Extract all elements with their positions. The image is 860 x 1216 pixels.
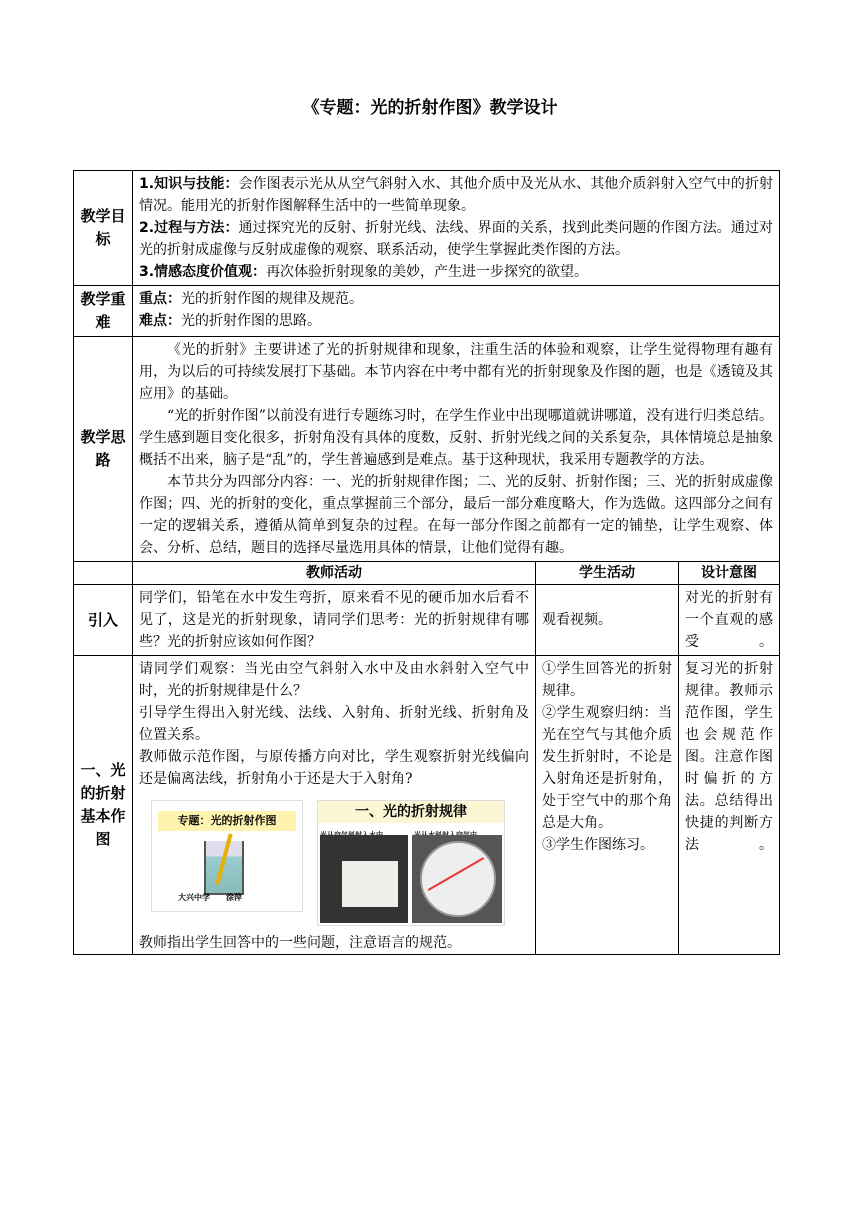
col-design-intent: 设计意图	[679, 562, 780, 585]
intro-header: 引入	[74, 585, 133, 656]
thinking-content	[133, 337, 780, 562]
section1-student: ①学生回答光的折射规律。 ②学生观察归纳：当光在空气与其他介质发生折射时，不论是入射角还是折射角，处于空气中的那个角总是大角。 ③学生作图练习。	[536, 656, 679, 955]
slide-images	[151, 800, 529, 926]
difficulty-header: 教学重难	[74, 286, 133, 337]
col-teacher-activity: 教师活动	[133, 562, 536, 585]
key-point-label: 重点：	[139, 291, 181, 307]
section1-row	[74, 656, 780, 955]
page-title: 《专题：光的折射作图》教学设计	[302, 98, 558, 118]
intro-student: 观看视频。	[536, 585, 679, 656]
thinking-paragraph: “光的折射作图”以前没有进行专题练习时，在学生作业中出现哪道就讲哪道，没有进行归类总结。学生感到题目变化很多，折射角没有具体的度数，反射、折射光线之间的关系复杂，具体情境总是抽象概括不出来，脑子是“乱”的，学生普遍感到是难点。基于这种现状，我采用专题教学的方法。	[139, 408, 774, 468]
goals-row	[74, 171, 780, 286]
goal-item: 3.情感态度价值观：再次体验折射现象的美妙，产生进一步探究的欲望。	[139, 264, 589, 280]
experiment-photo	[320, 835, 408, 923]
intro-teacher: 同学们，铅笔在水中发生弯折，原来看不见的硬币加水后看不见了，这是光的折射现象，请同学们思考：光的折射规律有哪些？光的折射应该如何作图？	[133, 585, 536, 656]
goals-header: 教学目标	[74, 171, 133, 286]
thinking-paragraph: 《光的折射》主要讲述了光的折射规律和现象，注重生活的体验和观察，让学生觉得物理有趣有用，为以后的可持续发展打下基础。本节内容在中考中都有光的折射现象及作图的题，也是《透镜及其应用》的基础。	[139, 342, 774, 402]
hard-point-text: 光的折射作图的思路。	[181, 313, 321, 329]
thinking-paragraph: 本节共分为四部分内容：一、光的折射规律作图；二、光的反射、折射作图；三、光的折射成虚像作图；四、光的折射的变化，重点掌握前三个部分，最后一部分难度略大，作为选做。这四部分之间有一定的逻辑关系，遵循从简单到复杂的过程。在每一部分作图之前都有一定的铺垫，让学生观察、体会、分析、总结，题目的选择尽量选用具体的情景，让他们觉得有趣。	[139, 474, 774, 556]
col-student-activity: 学生活动	[536, 562, 679, 585]
slide-thumbnail-refraction: 一、光的折射规律	[317, 800, 505, 926]
intro-row	[74, 585, 780, 656]
section1-teacher: 请同学们观察：当光由空气斜射入水中及由水斜射入空气中时，光的折射规律是什么？ 引导学生得出入射光线、法线、入射角、折射光线、折射角及位置关系。 教师做示范作图，与原传播方向对比，学生观察折射光线偏向还是偏离法线，折射角小于还是大于入射角? 专题：光的折射作图 大兴中学 涂萍 一、光的折射规律 教师指出学生回答中的一些问题，注意语言的规范。	[133, 656, 536, 955]
thinking-header: 教学思路	[74, 337, 133, 562]
goals-content	[133, 171, 780, 286]
slide-thumbnail-pencil: 专题：光的折射作图 大兴中学 涂萍	[151, 800, 303, 912]
goal-item: 1.知识与技能：会作图表示光从从空气斜射入水、其他介质中及光从水、其他介质斜射入空气中的折射情况。能用光的折射作图解释生活中的一些简单现象。	[139, 176, 774, 214]
column-header-row	[74, 562, 780, 585]
protractor-photo	[412, 835, 502, 923]
goal-item: 2.过程与方法：通过探究光的反射、折射光线、法线、界面的关系，找到此类问题的作图方法。通过对光的折射成虚像与反射成虚像的观察、联系活动，使学生掌握此类作图的方法。	[139, 220, 774, 258]
difficulty-row	[74, 286, 780, 337]
difficulty-content	[133, 286, 780, 337]
lesson-plan-table	[73, 170, 780, 955]
key-point-text: 光的折射作图的规律及规范。	[181, 291, 363, 307]
section1-header: 一、光的折射基本作图	[74, 656, 133, 955]
section1-intent: 复习光的折射规律。教师示范作图，学生也会规范作图。注意作图时偏折的方法。总结得出快捷的判断方法。	[679, 656, 780, 955]
intro-intent: 对光的折射有一个直观的感受。	[679, 585, 780, 656]
hard-point-label: 难点：	[139, 313, 181, 329]
thinking-row	[74, 337, 780, 562]
